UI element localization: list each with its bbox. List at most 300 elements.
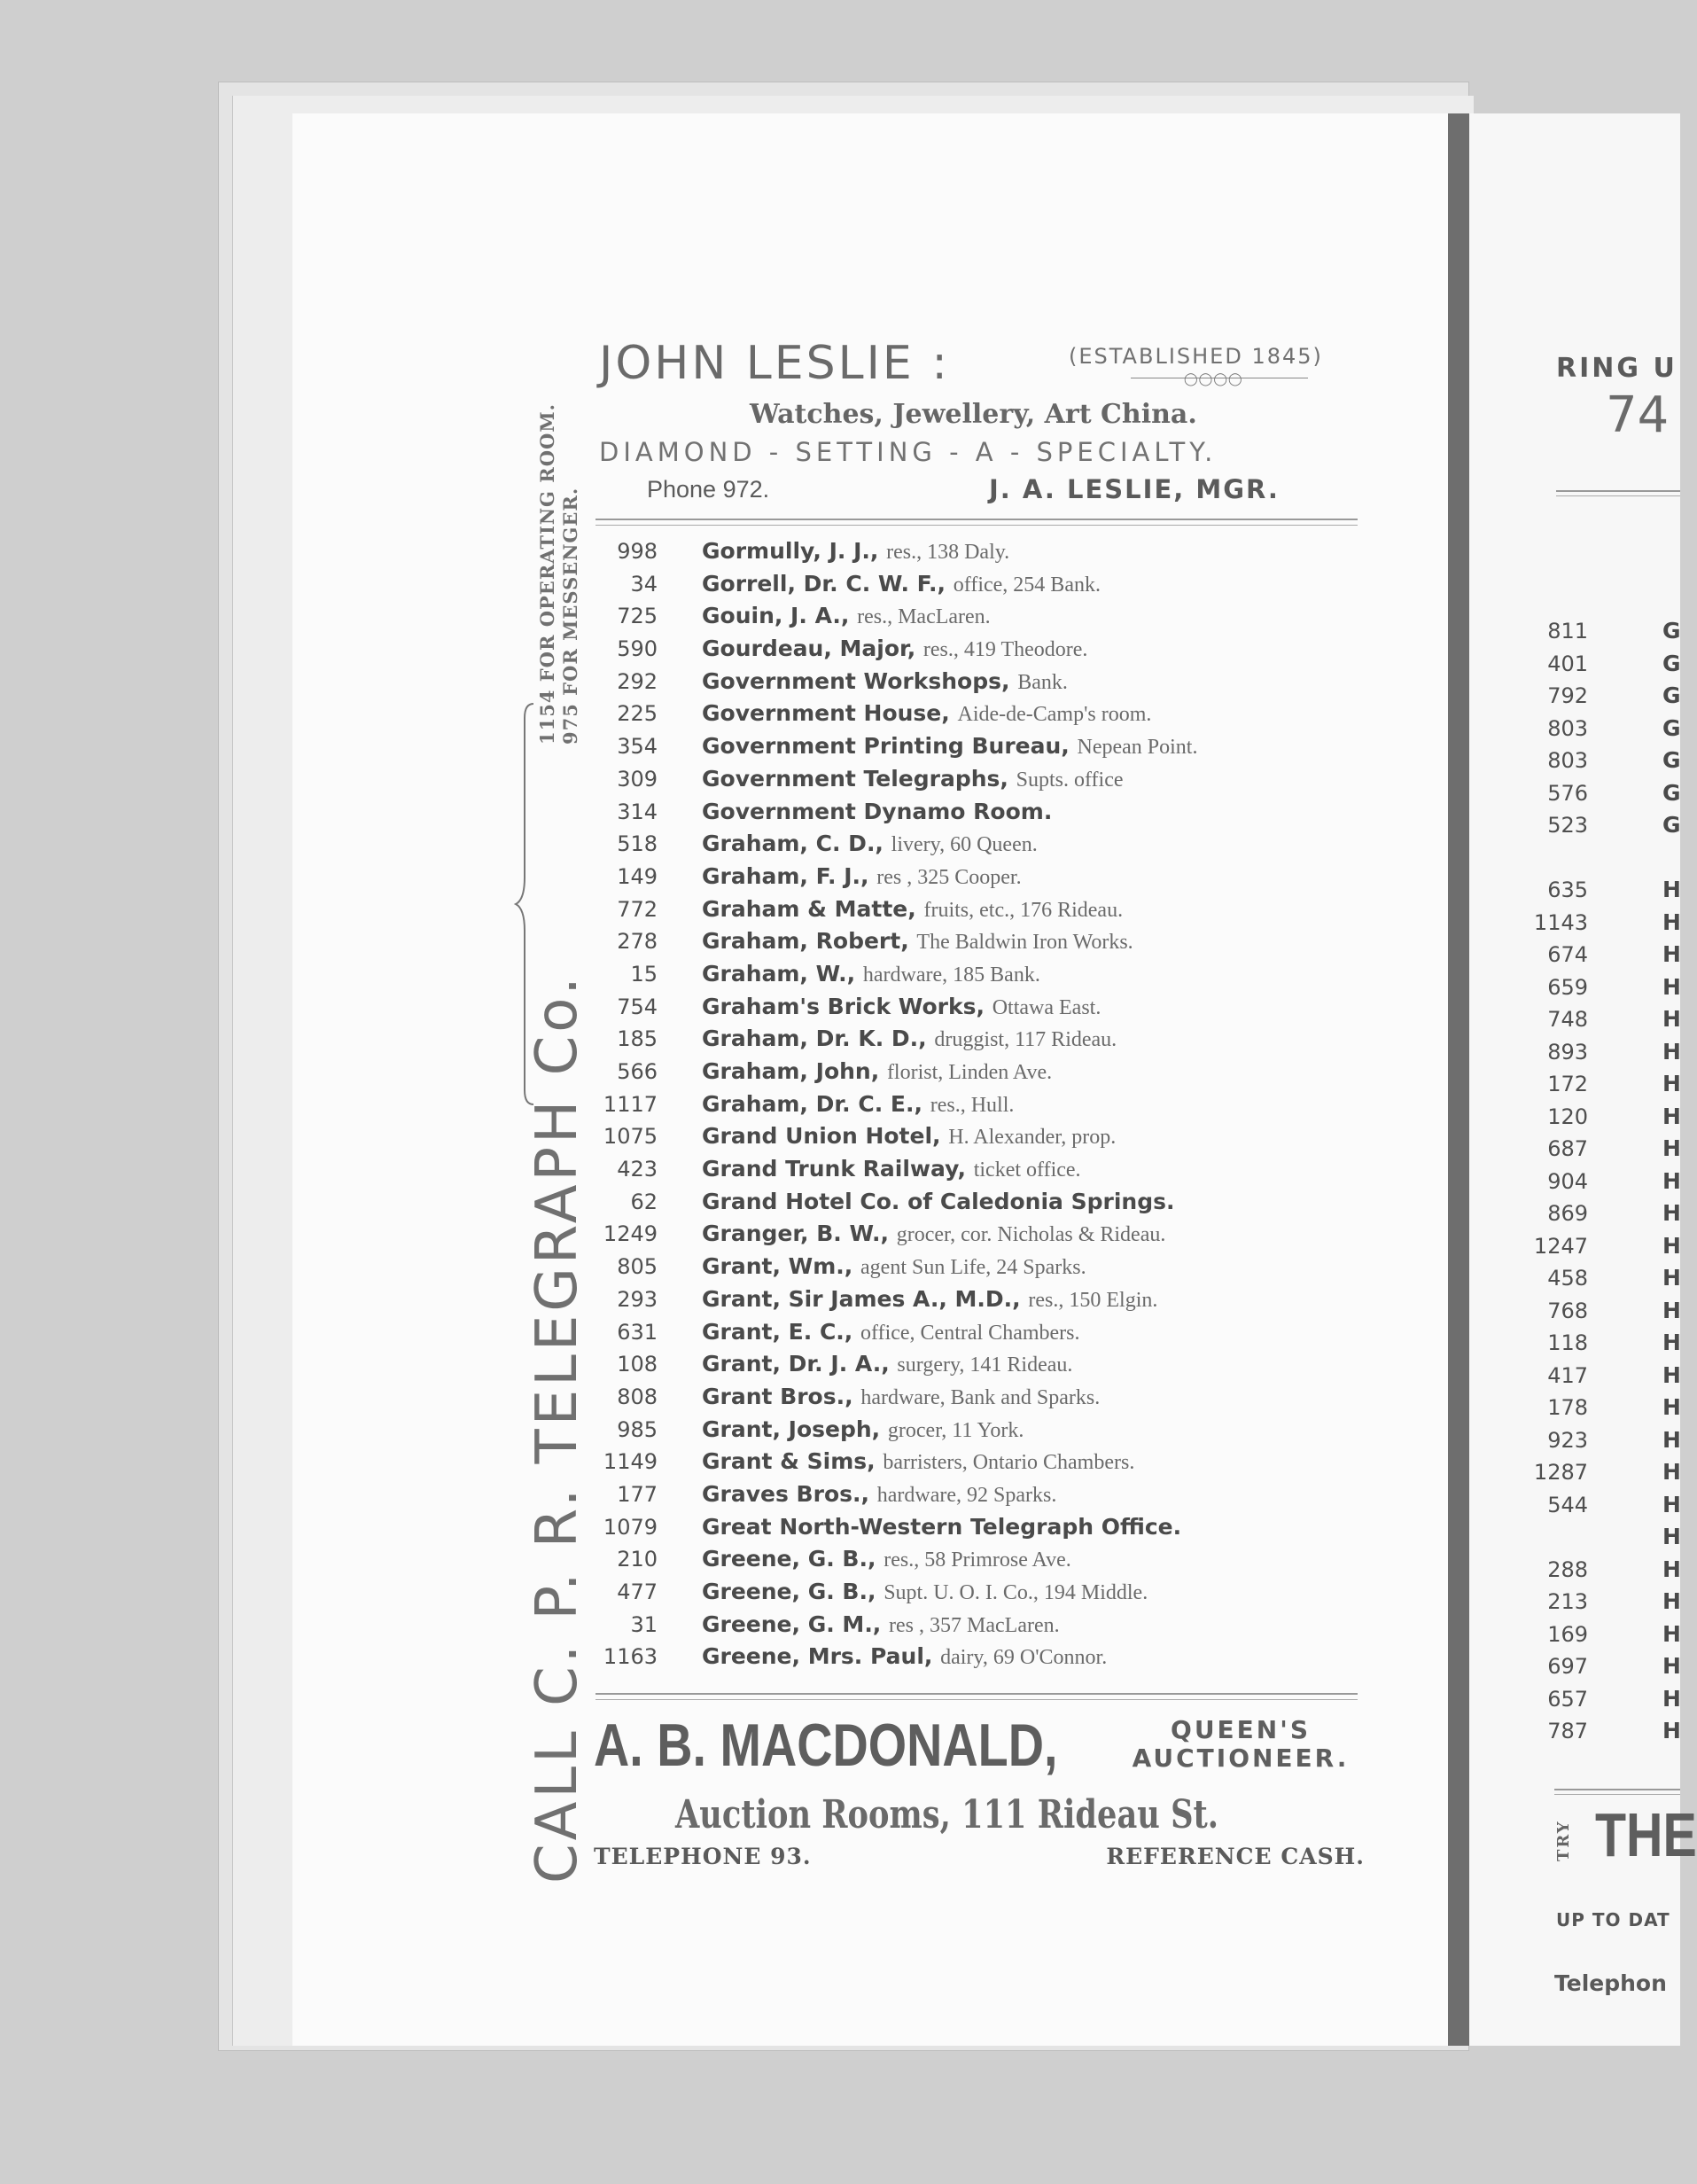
entry-name: Great North-Western Telegraph Office. — [702, 1513, 1182, 1540]
right-list-item — [1469, 1230, 1680, 1263]
book-gutter — [1448, 113, 1469, 2046]
right-entry-initial: H — [1662, 1006, 1681, 1032]
entry-text — [702, 1641, 1107, 1674]
right-entry-initial: H — [1662, 1167, 1681, 1194]
right-entry-initial: H — [1662, 1459, 1681, 1485]
entry-text — [702, 1348, 1072, 1382]
entry-text — [702, 535, 1009, 569]
list-item — [585, 1641, 1365, 1673]
side-advert-main: CALL C. P. R. TELEGRAPH Co. — [525, 973, 590, 1884]
right-list-item — [1469, 745, 1680, 777]
phone-number: 34 — [630, 571, 658, 597]
entry-detail: res., 58 Primrose Ave. — [884, 1548, 1071, 1572]
entry-text — [702, 1446, 1134, 1479]
entry-text — [702, 1511, 1181, 1545]
list-item — [585, 1153, 1365, 1186]
directory-listing — [585, 535, 1365, 1673]
right-entry-initial: H — [1662, 1718, 1681, 1743]
auction-telephone: TELEPHONE 93. — [594, 1844, 812, 1869]
entry-detail: druggist, 117 Rideau. — [934, 1028, 1117, 1052]
right-phone-number: 803 — [1547, 748, 1588, 773]
entry-name: Gormully, J. J., — [702, 538, 879, 564]
entry-name: Government Printing Bureau, — [702, 733, 1070, 760]
right-phone-number: 172 — [1547, 1072, 1588, 1096]
right-entry-initial: H — [1662, 1071, 1681, 1096]
phone-number: 309 — [617, 766, 658, 792]
right-phone-number: 417 — [1547, 1362, 1588, 1388]
right-entry-initial: G — [1662, 682, 1681, 708]
right-phone-number: 1247 — [1533, 1233, 1588, 1259]
right-footer-rule — [1554, 1789, 1680, 1795]
phone-number: 423 — [617, 1157, 658, 1182]
list-item — [585, 698, 1365, 730]
right-list-item — [1469, 1262, 1680, 1295]
right-phone-number: 803 — [1547, 715, 1588, 741]
entry-detail: Aide-de-Camp's room. — [957, 703, 1152, 727]
entry-detail: res., 150 Elgin. — [1028, 1288, 1158, 1312]
entry-name: Graham, Robert, — [702, 928, 909, 955]
entry-text — [702, 1088, 1014, 1122]
right-entry-initial: H — [1662, 1588, 1681, 1614]
right-header-number: 74 — [1606, 386, 1670, 444]
advert-brand: JOHN LESLIE : — [599, 337, 950, 390]
right-phone-number: 169 — [1547, 1621, 1588, 1647]
entry-text — [702, 698, 1151, 731]
right-phone-number: 748 — [1547, 1007, 1588, 1032]
right-phone-number: 697 — [1547, 1654, 1588, 1679]
right-phone-number: 118 — [1547, 1330, 1588, 1355]
advert-established: (ESTABLISHED 1845) — [1069, 344, 1323, 369]
right-phone-number: 923 — [1547, 1427, 1588, 1453]
phone-number: 808 — [617, 1384, 658, 1409]
entry-text — [702, 1056, 1052, 1089]
right-entry-initial: H — [1662, 1491, 1681, 1517]
entry-name: Gorrell, Dr. C. W. F., — [702, 570, 946, 597]
entry-name: Gouin, J. A., — [702, 603, 850, 629]
right-phone-number: 458 — [1547, 1266, 1588, 1291]
right-list-item — [1469, 1456, 1680, 1489]
phone-number: 210 — [617, 1547, 658, 1572]
right-entry-initial: H — [1662, 1038, 1681, 1065]
right-phone-number: 657 — [1547, 1686, 1588, 1712]
entry-detail: dairy, 69 O'Connor. — [940, 1646, 1108, 1670]
right-list-item — [1469, 907, 1680, 940]
auctioneer-title — [1112, 1716, 1369, 1773]
side-advert — [514, 350, 590, 1884]
right-phone-number: 1143 — [1533, 909, 1588, 935]
entry-detail: agent Sun Life, 24 Sparks. — [860, 1256, 1086, 1280]
phone-number: 754 — [617, 994, 658, 1019]
list-item — [585, 568, 1365, 601]
entry-detail: res , 325 Cooper. — [876, 865, 1022, 889]
list-item — [585, 1218, 1365, 1251]
entry-detail: hardware, 92 Sparks. — [876, 1483, 1057, 1507]
entry-name: Graham & Matte, — [702, 895, 916, 922]
phone-number: 108 — [617, 1352, 658, 1377]
entry-name: Grand Hotel Co. of Caledonia Springs. — [702, 1188, 1175, 1214]
entry-name: Grand Union Hotel, — [702, 1123, 941, 1150]
right-phone-number: 904 — [1547, 1168, 1588, 1194]
right-entry-initial: G — [1662, 618, 1681, 644]
entry-text — [702, 828, 1038, 862]
right-entry-initial: H — [1662, 877, 1681, 902]
entry-text — [702, 1120, 1116, 1154]
list-item — [585, 1283, 1365, 1316]
right-list-item — [1469, 1327, 1680, 1360]
right-list-item — [1469, 648, 1680, 681]
entry-name: Government House, — [702, 700, 950, 727]
right-phone-number: 523 — [1547, 813, 1588, 838]
entry-text — [702, 633, 1087, 667]
entry-name: Graham, Dr. C. E., — [702, 1090, 922, 1117]
phone-number: 31 — [630, 1611, 658, 1637]
entry-detail: The Baldwin Iron Works. — [916, 931, 1133, 955]
phone-number: 566 — [617, 1059, 658, 1084]
list-item — [585, 1316, 1365, 1349]
list-item — [585, 1348, 1365, 1381]
right-list-item — [1469, 1101, 1680, 1134]
entry-detail: res., Hull. — [930, 1093, 1015, 1117]
entry-name: Graham, F. J., — [702, 862, 869, 889]
right-phone-number: 213 — [1547, 1589, 1588, 1614]
list-item — [585, 1186, 1365, 1219]
right-list-item — [1469, 1521, 1680, 1554]
side-brace-icon — [514, 700, 541, 1108]
entry-name: Greene, G. B., — [702, 1579, 876, 1604]
right-list-item — [1469, 1360, 1680, 1392]
entry-text — [702, 1543, 1071, 1577]
right-list-item — [1469, 1036, 1680, 1069]
auctioneer-name: A. B. MACDONALD, — [594, 1712, 1058, 1779]
list-item — [585, 958, 1365, 991]
phone-number: 62 — [630, 1189, 658, 1214]
list-item — [585, 1251, 1365, 1283]
right-up-to-date: UP TO DAT — [1556, 1909, 1670, 1930]
entry-name: Granger, B. W., — [702, 1221, 890, 1247]
entry-text — [702, 796, 1052, 830]
entry-name: Greene, Mrs. Paul, — [702, 1643, 933, 1670]
right-entry-initial: H — [1662, 1103, 1681, 1129]
entry-name: Graham, W., — [702, 960, 856, 987]
list-item — [585, 1446, 1365, 1478]
entry-detail: hardware, 185 Bank. — [862, 963, 1040, 987]
phone-number: 177 — [617, 1481, 658, 1507]
entry-text — [702, 600, 991, 634]
phone-number: 998 — [617, 539, 658, 564]
right-entry-initial: H — [1662, 909, 1681, 935]
entry-name: Grant, E. C., — [702, 1318, 853, 1345]
list-item — [585, 1088, 1365, 1121]
header-advert — [599, 337, 1361, 504]
right-phone-number: 768 — [1547, 1298, 1588, 1323]
auctioneer-title-line1: QUEEN'S — [1171, 1715, 1311, 1744]
phone-number: 1079 — [603, 1514, 658, 1540]
entry-text — [702, 1609, 1060, 1642]
right-list-item — [1469, 1295, 1680, 1328]
entry-detail: ticket office. — [973, 1158, 1081, 1182]
right-phone-number: 787 — [1547, 1719, 1588, 1743]
entry-detail: res., 138 Daly. — [886, 541, 1010, 564]
list-item — [585, 1576, 1365, 1609]
right-entry-initial: H — [1662, 1330, 1681, 1355]
entry-text — [702, 1251, 1086, 1284]
entry-text — [702, 958, 1040, 992]
entry-name: Government Telegraphs, — [702, 765, 1008, 792]
phone-number: 1149 — [603, 1449, 658, 1475]
entry-name: Grant, Dr. J. A., — [702, 1351, 890, 1377]
right-list-item — [1469, 1554, 1680, 1587]
phone-number: 1249 — [603, 1221, 658, 1247]
right-phone-number: 659 — [1547, 974, 1588, 1000]
entry-name: Grant & Sims, — [702, 1448, 876, 1475]
entry-text — [702, 730, 1197, 764]
phone-number: 225 — [617, 701, 658, 727]
right-entry-initial: G — [1662, 650, 1681, 676]
auction-address: Auction Rooms, 111 Rideau St. — [675, 1792, 1219, 1837]
entry-detail: res , 357 MacLaren. — [889, 1613, 1060, 1637]
right-phone-number: 544 — [1547, 1492, 1588, 1517]
right-list-item — [1469, 615, 1680, 648]
phone-number: 314 — [617, 799, 658, 824]
right-list-item — [1469, 777, 1680, 810]
right-entry-initial: H — [1662, 1620, 1681, 1647]
entry-detail: surgery, 141 Rideau. — [897, 1353, 1073, 1377]
ornament-icon: ◯◯◯◯ — [1184, 372, 1243, 386]
right-list-item — [1469, 1392, 1680, 1424]
right-try-label: TRY — [1554, 1820, 1573, 1861]
phone-number: 477 — [617, 1580, 658, 1604]
right-phone-number: 674 — [1547, 942, 1588, 967]
list-item — [585, 1414, 1365, 1447]
phone-number: 631 — [617, 1319, 658, 1345]
right-page — [1469, 113, 1697, 2046]
list-item — [585, 893, 1365, 926]
list-item — [585, 535, 1365, 568]
entry-text — [702, 1186, 1175, 1220]
phone-number: 590 — [617, 636, 658, 662]
right-list-item — [1469, 1683, 1680, 1716]
right-entry-initial: H — [1662, 1232, 1681, 1259]
entry-name: Government Dynamo Room. — [702, 798, 1053, 824]
entry-detail: Supts. office — [1016, 768, 1124, 792]
list-item — [585, 1023, 1365, 1056]
entry-name: Gourdeau, Major, — [702, 636, 916, 662]
list-item — [585, 1120, 1365, 1153]
entry-name: Grant, Sir James A., M.D., — [702, 1285, 1021, 1312]
side-advert-line2: 975 FOR MESSENGER. — [559, 487, 581, 745]
right-entry-initial: H — [1662, 1297, 1681, 1323]
right-phone-number: 811 — [1547, 619, 1588, 644]
right-list-item — [1469, 1489, 1680, 1522]
phone-number: 1163 — [603, 1644, 658, 1670]
list-item — [585, 633, 1365, 666]
right-telephone: Telephon — [1554, 1970, 1667, 1996]
list-item — [585, 1511, 1365, 1544]
phone-number: 985 — [617, 1416, 658, 1442]
auction-reference: REFERENCE CASH. — [1106, 1844, 1365, 1869]
right-list-item — [1469, 809, 1680, 842]
entry-detail: hardware, Bank and Sparks. — [860, 1385, 1101, 1409]
entry-text — [702, 1153, 1081, 1187]
right-list-item — [1469, 1166, 1680, 1198]
entry-text — [702, 1576, 1148, 1610]
right-entry-initial: H — [1662, 1653, 1681, 1679]
right-list-item — [1469, 842, 1680, 875]
right-entry-initial: H — [1662, 1556, 1681, 1582]
phone-number: 1117 — [603, 1091, 658, 1117]
right-entry-initial: H — [1662, 1524, 1681, 1549]
list-item — [585, 861, 1365, 893]
right-ad-fragment: THE — [1595, 1800, 1697, 1869]
right-list-item — [1469, 1618, 1680, 1651]
right-list-item — [1469, 1068, 1680, 1101]
right-phone-number: 869 — [1547, 1201, 1588, 1226]
right-phone-number: 792 — [1547, 683, 1588, 708]
entry-detail: grocer, 11 York. — [887, 1418, 1024, 1442]
phone-number: 292 — [617, 668, 658, 694]
right-listing — [1469, 615, 1680, 1748]
right-header: RING U — [1556, 353, 1678, 384]
entry-detail: H. Alexander, prop. — [948, 1126, 1117, 1150]
right-entry-initial: G — [1662, 779, 1681, 806]
entry-name: Grant, Wm., — [702, 1253, 853, 1280]
entry-text — [702, 1283, 1157, 1317]
entry-text — [702, 1218, 1165, 1252]
right-entry-initial: H — [1662, 973, 1681, 1000]
advert-phone: Phone 972. — [647, 476, 770, 503]
right-list-item — [1469, 1197, 1680, 1230]
entry-name: Graham, C. D., — [702, 831, 884, 857]
entry-text — [702, 1381, 1100, 1415]
entry-detail: res., MacLaren. — [857, 605, 991, 629]
list-item — [585, 796, 1365, 829]
list-item — [585, 600, 1365, 633]
entry-text — [702, 925, 1133, 959]
right-phone-number: 1287 — [1533, 1460, 1588, 1485]
list-item — [585, 1056, 1365, 1088]
phone-number: 185 — [617, 1026, 658, 1052]
entry-name: Government Workshops, — [702, 667, 1010, 694]
side-advert-line1: 1154 FOR OPERATING ROOM. — [536, 403, 558, 745]
phone-number: 293 — [617, 1286, 658, 1312]
list-item — [585, 730, 1365, 763]
entry-detail: office, 254 Bank. — [953, 573, 1101, 597]
entry-detail: barristers, Ontario Chambers. — [883, 1451, 1135, 1475]
entry-name: Grant Bros., — [702, 1383, 853, 1409]
right-entry-initial: H — [1662, 941, 1681, 967]
entry-detail: Ottawa East. — [992, 995, 1101, 1019]
entry-name: Grant, Joseph, — [702, 1416, 881, 1442]
right-list-item — [1469, 874, 1680, 907]
footer-rule — [596, 1693, 1358, 1700]
right-list-item — [1469, 1715, 1680, 1748]
advert-manager: J. A. LESLIE, MGR. — [989, 474, 1280, 504]
right-entry-initial: H — [1662, 1361, 1681, 1388]
entry-text — [702, 1478, 1056, 1512]
list-item — [585, 1543, 1365, 1576]
right-entry-initial: H — [1662, 1265, 1681, 1291]
entry-detail: fruits, etc., 176 Rideau. — [923, 898, 1124, 922]
right-list-item — [1469, 939, 1680, 971]
entry-detail: office, Central Chambers. — [860, 1321, 1080, 1345]
right-phone-number: 635 — [1547, 878, 1588, 902]
entry-text — [702, 1414, 1024, 1447]
phone-number: 354 — [617, 734, 658, 760]
entry-detail: grocer, cor. Nicholas & Rideau. — [896, 1223, 1166, 1247]
right-phone-number: 288 — [1547, 1556, 1588, 1582]
entry-text — [702, 568, 1101, 602]
entry-text — [702, 893, 1123, 927]
entry-detail: livery, 60 Queen. — [891, 833, 1038, 857]
phone-number: 278 — [617, 929, 658, 955]
entry-text — [702, 763, 1124, 797]
right-entry-initial: G — [1662, 714, 1681, 741]
right-list-item — [1469, 971, 1680, 1004]
entry-detail: res., 419 Theodore. — [922, 638, 1088, 662]
phone-number: 725 — [617, 604, 658, 629]
right-entry-initial: H — [1662, 1394, 1681, 1420]
right-list-item — [1469, 1133, 1680, 1166]
right-list-item — [1469, 1586, 1680, 1618]
right-phone-number: 893 — [1547, 1039, 1588, 1065]
right-phone-number: 687 — [1547, 1136, 1588, 1161]
right-entry-initial: H — [1662, 1135, 1681, 1161]
right-entry-initial: H — [1662, 1426, 1681, 1453]
right-phone-number: 120 — [1547, 1104, 1588, 1129]
footer-advert — [594, 1711, 1365, 1870]
header-rule — [596, 519, 1358, 526]
entry-detail: florist, Linden Ave. — [886, 1061, 1053, 1084]
advert-specialty: DIAMOND - SETTING - A - SPECIALTY. — [599, 437, 1218, 467]
entry-detail: Supt. U. O. I. Co., 194 Middle. — [884, 1581, 1148, 1604]
phone-number: 805 — [617, 1254, 658, 1280]
list-item — [585, 1609, 1365, 1642]
right-phone-number: 401 — [1547, 651, 1588, 676]
entry-text — [702, 991, 1101, 1025]
auctioneer-title-line2: AUCTIONEER. — [1132, 1743, 1350, 1773]
phone-number: 772 — [617, 896, 658, 922]
right-header-rule — [1556, 490, 1680, 496]
right-list-item — [1469, 680, 1680, 713]
phone-number: 15 — [630, 961, 658, 987]
right-phone-number: 178 — [1547, 1395, 1588, 1420]
advert-tagline: Watches, Jewellery, Art China. — [750, 399, 1197, 430]
phone-number: 518 — [617, 831, 658, 857]
right-list-item — [1469, 1650, 1680, 1683]
entry-name: Graham's Brick Works, — [702, 993, 985, 1019]
entry-text — [702, 1023, 1117, 1057]
right-list-item — [1469, 1003, 1680, 1036]
right-entry-initial: G — [1662, 812, 1681, 838]
list-item — [585, 1381, 1365, 1414]
list-item — [585, 991, 1365, 1024]
right-list-item — [1469, 1424, 1680, 1457]
list-item — [585, 666, 1365, 698]
list-item — [585, 828, 1365, 861]
right-phone-number: 576 — [1547, 780, 1588, 806]
entry-name: Graham, John, — [702, 1058, 880, 1084]
entry-name: Grand Trunk Railway, — [702, 1156, 966, 1182]
entry-text — [702, 1316, 1080, 1350]
list-item — [585, 763, 1365, 796]
phone-number: 149 — [617, 863, 658, 889]
entry-name: Greene, G. M., — [702, 1611, 882, 1637]
right-entry-initial: H — [1662, 1200, 1681, 1226]
list-item — [585, 925, 1365, 958]
entry-text — [702, 666, 1068, 699]
entry-name: Graves Bros., — [702, 1480, 869, 1507]
right-list-item — [1469, 713, 1680, 745]
